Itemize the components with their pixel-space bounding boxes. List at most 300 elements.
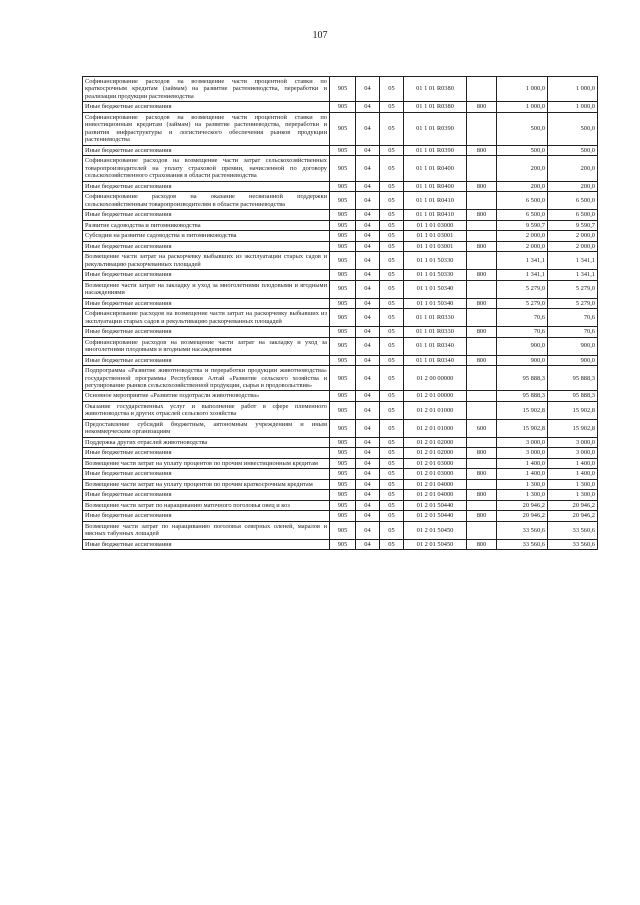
amount-year1-cell: 9 590,7 xyxy=(497,220,548,230)
expense-type-cell: 800 xyxy=(467,355,497,365)
table-row xyxy=(83,448,598,458)
subsection-code-cell: 05 xyxy=(380,500,404,510)
amount-year1-cell: 5 279,0 xyxy=(497,298,548,308)
table-row xyxy=(83,327,598,337)
target-article-cell: 01 1 01 R0380 xyxy=(404,77,467,102)
ministry-code-cell: 905 xyxy=(330,401,356,419)
subsection-code-cell: 05 xyxy=(380,419,404,437)
section-code-cell: 04 xyxy=(356,102,380,112)
ministry-code-cell: 905 xyxy=(330,280,356,298)
row-name-cell: Иные бюджетные ассигнования xyxy=(83,241,330,251)
section-code-cell: 04 xyxy=(356,280,380,298)
section-code-cell: 04 xyxy=(356,112,380,145)
row-name-cell: Поддержка других отраслей животноводства xyxy=(83,437,330,447)
subsection-code-cell: 05 xyxy=(380,156,404,181)
ministry-code-cell: 905 xyxy=(330,241,356,251)
section-code-cell: 04 xyxy=(356,192,380,210)
target-article-cell: 01 1 01 03000 xyxy=(404,220,467,230)
target-article-cell: 01 1 01 R0330 xyxy=(404,327,467,337)
amount-year2-cell: 900,0 xyxy=(548,337,598,355)
expense-type-cell xyxy=(467,231,497,241)
ministry-code-cell: 905 xyxy=(330,181,356,191)
amount-year2-cell: 1 000,0 xyxy=(548,77,598,102)
ministry-code-cell: 905 xyxy=(330,309,356,327)
section-code-cell: 04 xyxy=(356,355,380,365)
target-article-cell: 01 2 01 02000 xyxy=(404,448,467,458)
subsection-code-cell: 05 xyxy=(380,401,404,419)
expense-type-cell xyxy=(467,366,497,391)
target-article-cell: 01 2 01 03000 xyxy=(404,469,467,479)
amount-year2-cell: 900,0 xyxy=(548,355,598,365)
row-name-cell: Иные бюджетные ассигнования xyxy=(83,270,330,280)
section-code-cell: 04 xyxy=(356,479,380,489)
row-name-cell: Иные бюджетные ассигнования xyxy=(83,145,330,155)
subsection-code-cell: 05 xyxy=(380,511,404,521)
target-article-cell: 01 2 01 50450 xyxy=(404,539,467,549)
amount-year1-cell: 200,0 xyxy=(497,156,548,181)
amount-year2-cell: 15 902,8 xyxy=(548,419,598,437)
amount-year2-cell: 5 279,0 xyxy=(548,298,598,308)
expense-type-cell xyxy=(467,192,497,210)
expense-type-cell: 800 xyxy=(467,102,497,112)
table-row xyxy=(83,309,598,327)
amount-year1-cell: 33 560,6 xyxy=(497,521,548,539)
subsection-code-cell: 05 xyxy=(380,210,404,220)
ministry-code-cell: 905 xyxy=(330,102,356,112)
ministry-code-cell: 905 xyxy=(330,327,356,337)
ministry-code-cell: 905 xyxy=(330,539,356,549)
amount-year2-cell: 1 300,0 xyxy=(548,479,598,489)
table-row xyxy=(83,391,598,401)
target-article-cell: 01 1 01 R0410 xyxy=(404,210,467,220)
amount-year2-cell: 6 500,0 xyxy=(548,210,598,220)
expense-type-cell xyxy=(467,521,497,539)
row-name-cell: Софинансирование расходов на возмещение части затрат на закладку и уход за многолетними плодовыми и ягодными насаждениями xyxy=(83,337,330,355)
amount-year2-cell: 95 888,3 xyxy=(548,366,598,391)
target-article-cell: 01 1 01 R0400 xyxy=(404,156,467,181)
target-article-cell: 01 2 00 00000 xyxy=(404,366,467,391)
section-code-cell: 04 xyxy=(356,539,380,549)
expense-type-cell: 800 xyxy=(467,270,497,280)
amount-year1-cell: 5 279,0 xyxy=(497,280,548,298)
subsection-code-cell: 05 xyxy=(380,458,404,468)
row-name-cell: Иные бюджетные ассигнования xyxy=(83,298,330,308)
row-name-cell: Субсидии на развитие садоводства и питомниководства xyxy=(83,231,330,241)
subsection-code-cell: 05 xyxy=(380,391,404,401)
ministry-code-cell: 905 xyxy=(330,231,356,241)
expense-type-cell: 800 xyxy=(467,181,497,191)
target-article-cell: 01 1 01 50330 xyxy=(404,270,467,280)
section-code-cell: 04 xyxy=(356,145,380,155)
row-name-cell: Возмещение части затрат по наращиванию поголовья северных оленей, маралов и мясных табунных лошадей xyxy=(83,521,330,539)
expense-type-cell: 800 xyxy=(467,145,497,155)
expense-type-cell xyxy=(467,479,497,489)
ministry-code-cell: 905 xyxy=(330,298,356,308)
table-row xyxy=(83,241,598,251)
table-row xyxy=(83,479,598,489)
amount-year1-cell: 1 341,1 xyxy=(497,252,548,270)
target-article-cell: 01 2 01 02000 xyxy=(404,437,467,447)
row-name-cell: Подпрограмма «Развитие животноводства и переработки продукции животноводства» государственной программы Республики Алтай «Развитие сельского хозяйства и регулирование рынков сельскохозяйственной продукции, сырья и продовольствия» xyxy=(83,366,330,391)
amount-year2-cell: 1 300,0 xyxy=(548,490,598,500)
table-row xyxy=(83,181,598,191)
amount-year2-cell: 1 341,1 xyxy=(548,252,598,270)
row-name-cell: Иные бюджетные ассигнования xyxy=(83,102,330,112)
section-code-cell: 04 xyxy=(356,241,380,251)
section-code-cell: 04 xyxy=(356,327,380,337)
amount-year2-cell: 5 279,0 xyxy=(548,280,598,298)
table-row xyxy=(83,298,598,308)
ministry-code-cell: 905 xyxy=(330,437,356,447)
section-code-cell: 04 xyxy=(356,366,380,391)
subsection-code-cell: 05 xyxy=(380,521,404,539)
ministry-code-cell: 905 xyxy=(330,252,356,270)
table-row xyxy=(83,401,598,419)
target-article-cell: 01 1 01 50340 xyxy=(404,298,467,308)
amount-year1-cell: 20 946,2 xyxy=(497,511,548,521)
amount-year1-cell: 1 400,0 xyxy=(497,469,548,479)
table-row xyxy=(83,511,598,521)
section-code-cell: 04 xyxy=(356,419,380,437)
amount-year1-cell: 70,6 xyxy=(497,309,548,327)
ministry-code-cell: 905 xyxy=(330,270,356,280)
subsection-code-cell: 05 xyxy=(380,231,404,241)
subsection-code-cell: 05 xyxy=(380,220,404,230)
subsection-code-cell: 05 xyxy=(380,298,404,308)
section-code-cell: 04 xyxy=(356,231,380,241)
subsection-code-cell: 05 xyxy=(380,241,404,251)
table-row xyxy=(83,437,598,447)
target-article-cell: 01 2 01 01000 xyxy=(404,401,467,419)
section-code-cell: 04 xyxy=(356,337,380,355)
section-code-cell: 04 xyxy=(356,77,380,102)
budget-table xyxy=(82,76,598,550)
expense-type-cell xyxy=(467,500,497,510)
expense-type-cell xyxy=(467,309,497,327)
target-article-cell: 01 1 01 R0340 xyxy=(404,337,467,355)
subsection-code-cell: 05 xyxy=(380,355,404,365)
expense-type-cell: 800 xyxy=(467,210,497,220)
ministry-code-cell: 905 xyxy=(330,366,356,391)
ministry-code-cell: 905 xyxy=(330,490,356,500)
amount-year1-cell: 3 000,0 xyxy=(497,437,548,447)
amount-year1-cell: 15 902,8 xyxy=(497,419,548,437)
table-row xyxy=(83,112,598,145)
target-article-cell: 01 1 01 50340 xyxy=(404,280,467,298)
section-code-cell: 04 xyxy=(356,309,380,327)
amount-year1-cell: 3 000,0 xyxy=(497,448,548,458)
amount-year1-cell: 15 902,8 xyxy=(497,401,548,419)
amount-year2-cell: 3 000,0 xyxy=(548,448,598,458)
amount-year1-cell: 1 400,0 xyxy=(497,458,548,468)
table-row xyxy=(83,337,598,355)
table-row xyxy=(83,490,598,500)
target-article-cell: 01 1 01 R0390 xyxy=(404,112,467,145)
amount-year1-cell: 1 300,0 xyxy=(497,490,548,500)
table-row xyxy=(83,210,598,220)
amount-year1-cell: 33 560,6 xyxy=(497,539,548,549)
amount-year2-cell: 500,0 xyxy=(548,112,598,145)
section-code-cell: 04 xyxy=(356,210,380,220)
section-code-cell: 04 xyxy=(356,401,380,419)
amount-year1-cell: 200,0 xyxy=(497,181,548,191)
expense-type-cell xyxy=(467,337,497,355)
table-row xyxy=(83,539,598,549)
ministry-code-cell: 905 xyxy=(330,192,356,210)
ministry-code-cell: 905 xyxy=(330,337,356,355)
ministry-code-cell: 905 xyxy=(330,469,356,479)
amount-year1-cell: 900,0 xyxy=(497,355,548,365)
row-name-cell: Основное мероприятие «Развитие подотрасли животноводства» xyxy=(83,391,330,401)
section-code-cell: 04 xyxy=(356,252,380,270)
section-code-cell: 04 xyxy=(356,490,380,500)
ministry-code-cell: 905 xyxy=(330,355,356,365)
ministry-code-cell: 905 xyxy=(330,220,356,230)
target-article-cell: 01 1 01 R0410 xyxy=(404,192,467,210)
section-code-cell: 04 xyxy=(356,270,380,280)
row-name-cell: Софинансирование расходов на возмещение части затрат на раскорчевку выбывших из эксплуатации старых садов и рекультивацию раскорчеванных площадей xyxy=(83,309,330,327)
target-article-cell: 01 1 01 R0400 xyxy=(404,181,467,191)
amount-year2-cell: 70,6 xyxy=(548,309,598,327)
amount-year1-cell: 95 888,3 xyxy=(497,391,548,401)
table-row xyxy=(83,145,598,155)
row-name-cell: Иные бюджетные ассигнования xyxy=(83,511,330,521)
subsection-code-cell: 05 xyxy=(380,337,404,355)
section-code-cell: 04 xyxy=(356,469,380,479)
ministry-code-cell: 905 xyxy=(330,448,356,458)
expense-type-cell xyxy=(467,280,497,298)
ministry-code-cell: 905 xyxy=(330,500,356,510)
row-name-cell: Возмещение части затрат на уплату процентов по прочим инвестиционным кредитам xyxy=(83,458,330,468)
amount-year2-cell: 6 500,0 xyxy=(548,192,598,210)
amount-year1-cell: 2 000,0 xyxy=(497,241,548,251)
subsection-code-cell: 05 xyxy=(380,479,404,489)
row-name-cell: Софинансирование расходов на возмещение части процентной ставки по инвестиционным кредитам (займам) на развитие растениеводства, переработки и развития инфраструктуры и логистического обеспечения рынков продукции растениеводства xyxy=(83,112,330,145)
table-row xyxy=(83,469,598,479)
amount-year2-cell: 200,0 xyxy=(548,156,598,181)
row-name-cell: Оказание государственных услуг и выполнение работ в сфере племенного животноводства и других отраслей сельского хозяйства xyxy=(83,401,330,419)
row-name-cell: Иные бюджетные ассигнования xyxy=(83,448,330,458)
section-code-cell: 04 xyxy=(356,220,380,230)
expense-type-cell xyxy=(467,401,497,419)
section-code-cell: 04 xyxy=(356,511,380,521)
amount-year2-cell: 33 560,6 xyxy=(548,521,598,539)
amount-year2-cell: 9 590,7 xyxy=(548,220,598,230)
ministry-code-cell: 905 xyxy=(330,77,356,102)
subsection-code-cell: 05 xyxy=(380,77,404,102)
amount-year1-cell: 1 300,0 xyxy=(497,479,548,489)
table-row xyxy=(83,458,598,468)
ministry-code-cell: 905 xyxy=(330,511,356,521)
amount-year1-cell: 1 000,0 xyxy=(497,77,548,102)
target-article-cell: 01 1 01 R0390 xyxy=(404,145,467,155)
target-article-cell: 01 1 01 03001 xyxy=(404,241,467,251)
expense-type-cell xyxy=(467,220,497,230)
subsection-code-cell: 05 xyxy=(380,366,404,391)
amount-year2-cell: 2 000,0 xyxy=(548,231,598,241)
subsection-code-cell: 05 xyxy=(380,490,404,500)
ministry-code-cell: 905 xyxy=(330,145,356,155)
amount-year1-cell: 1 000,0 xyxy=(497,102,548,112)
subsection-code-cell: 05 xyxy=(380,448,404,458)
page-number: 107 xyxy=(312,30,328,41)
table-row xyxy=(83,280,598,298)
expense-type-cell: 800 xyxy=(467,539,497,549)
amount-year2-cell: 1 400,0 xyxy=(548,469,598,479)
section-code-cell: 04 xyxy=(356,181,380,191)
row-name-cell: Возмещение части затрат по наращиванию маточного поголовья овец и коз xyxy=(83,500,330,510)
subsection-code-cell: 05 xyxy=(380,309,404,327)
subsection-code-cell: 05 xyxy=(380,270,404,280)
section-code-cell: 04 xyxy=(356,156,380,181)
row-name-cell: Иные бюджетные ассигнования xyxy=(83,469,330,479)
subsection-code-cell: 05 xyxy=(380,280,404,298)
subsection-code-cell: 05 xyxy=(380,437,404,447)
expense-type-cell: 800 xyxy=(467,241,497,251)
amount-year2-cell: 33 560,6 xyxy=(548,539,598,549)
row-name-cell: Возмещение части затрат на раскорчевку выбывших из эксплуатации старых садов и рекультивацию раскорчеванных площадей xyxy=(83,252,330,270)
expense-type-cell xyxy=(467,458,497,468)
section-code-cell: 04 xyxy=(356,437,380,447)
expense-type-cell xyxy=(467,112,497,145)
table-body xyxy=(83,77,598,550)
amount-year1-cell: 900,0 xyxy=(497,337,548,355)
expense-type-cell: 800 xyxy=(467,469,497,479)
expense-type-cell: 800 xyxy=(467,448,497,458)
target-article-cell: 01 2 01 04000 xyxy=(404,479,467,489)
amount-year1-cell: 70,6 xyxy=(497,327,548,337)
subsection-code-cell: 05 xyxy=(380,145,404,155)
row-name-cell: Развитие садоводства и питомниководства xyxy=(83,220,330,230)
table-row xyxy=(83,355,598,365)
subsection-code-cell: 05 xyxy=(380,112,404,145)
amount-year2-cell: 500,0 xyxy=(548,145,598,155)
expense-type-cell: 600 xyxy=(467,419,497,437)
section-code-cell: 04 xyxy=(356,448,380,458)
amount-year2-cell: 3 000,0 xyxy=(548,437,598,447)
table-row xyxy=(83,77,598,102)
ministry-code-cell: 905 xyxy=(330,479,356,489)
amount-year2-cell: 95 888,3 xyxy=(548,391,598,401)
row-name-cell: Иные бюджетные ассигнования xyxy=(83,539,330,549)
target-article-cell: 01 1 01 R0380 xyxy=(404,102,467,112)
table-row xyxy=(83,156,598,181)
row-name-cell: Иные бюджетные ассигнования xyxy=(83,327,330,337)
section-code-cell: 04 xyxy=(356,391,380,401)
section-code-cell: 04 xyxy=(356,521,380,539)
row-name-cell: Иные бюджетные ассигнования xyxy=(83,355,330,365)
section-code-cell: 04 xyxy=(356,458,380,468)
amount-year2-cell: 15 902,8 xyxy=(548,401,598,419)
section-code-cell: 04 xyxy=(356,500,380,510)
subsection-code-cell: 05 xyxy=(380,181,404,191)
table-row xyxy=(83,102,598,112)
amount-year1-cell: 1 341,1 xyxy=(497,270,548,280)
row-name-cell: Предоставление субсидий бюджетным, автономным учреждениям и иным некоммерческим организациям xyxy=(83,419,330,437)
amount-year1-cell: 500,0 xyxy=(497,112,548,145)
ministry-code-cell: 905 xyxy=(330,156,356,181)
table-row xyxy=(83,500,598,510)
expense-type-cell xyxy=(467,252,497,270)
amount-year1-cell: 500,0 xyxy=(497,145,548,155)
expense-type-cell: 800 xyxy=(467,327,497,337)
ministry-code-cell: 905 xyxy=(330,210,356,220)
section-code-cell: 04 xyxy=(356,298,380,308)
target-article-cell: 01 1 01 R0340 xyxy=(404,355,467,365)
target-article-cell: 01 2 01 03000 xyxy=(404,458,467,468)
row-name-cell: Иные бюджетные ассигнования xyxy=(83,210,330,220)
table-row xyxy=(83,220,598,230)
target-article-cell: 01 2 01 50440 xyxy=(404,500,467,510)
amount-year2-cell: 1 400,0 xyxy=(548,458,598,468)
row-name-cell: Возмещение части затрат на уплату процентов по прочим краткосрочным кредитам xyxy=(83,479,330,489)
subsection-code-cell: 05 xyxy=(380,539,404,549)
row-name-cell: Возмещение части затрат на закладку и уход за многолетними плодовыми и ягодными насаждениями xyxy=(83,280,330,298)
target-article-cell: 01 2 01 50440 xyxy=(404,511,467,521)
row-name-cell: Софинансирование расходов на возмещение части затрат сельскохозяйственных товаропроизводителей на уплату страховой премии, начисленной по договору сельскохозяйственного страхования в области растениеводства xyxy=(83,156,330,181)
table-row xyxy=(83,521,598,539)
target-article-cell: 01 1 01 50330 xyxy=(404,252,467,270)
amount-year1-cell: 20 946,2 xyxy=(497,500,548,510)
table-row xyxy=(83,192,598,210)
subsection-code-cell: 05 xyxy=(380,252,404,270)
row-name-cell: Иные бюджетные ассигнования xyxy=(83,490,330,500)
expense-type-cell xyxy=(467,437,497,447)
table-row xyxy=(83,252,598,270)
amount-year1-cell: 95 888,3 xyxy=(497,366,548,391)
amount-year2-cell: 1 341,1 xyxy=(548,270,598,280)
ministry-code-cell: 905 xyxy=(330,521,356,539)
target-article-cell: 01 1 01 R0330 xyxy=(404,309,467,327)
target-article-cell: 01 2 01 01000 xyxy=(404,419,467,437)
amount-year1-cell: 6 500,0 xyxy=(497,210,548,220)
amount-year1-cell: 6 500,0 xyxy=(497,192,548,210)
target-article-cell: 01 2 01 04000 xyxy=(404,490,467,500)
row-name-cell: Иные бюджетные ассигнования xyxy=(83,181,330,191)
expense-type-cell: 800 xyxy=(467,298,497,308)
expense-type-cell xyxy=(467,391,497,401)
subsection-code-cell: 05 xyxy=(380,327,404,337)
subsection-code-cell: 05 xyxy=(380,192,404,210)
row-name-cell: Софинансирование расходов на возмещение части процентной ставки по краткосрочным кредитам (займам) на развитие растениеводства, переработки и реализации продукции растениеводства xyxy=(83,77,330,102)
ministry-code-cell: 905 xyxy=(330,419,356,437)
ministry-code-cell: 905 xyxy=(330,458,356,468)
target-article-cell: 01 2 01 50450 xyxy=(404,521,467,539)
amount-year1-cell: 2 000,0 xyxy=(497,231,548,241)
expense-type-cell: 800 xyxy=(467,511,497,521)
expense-type-cell xyxy=(467,156,497,181)
expense-type-cell xyxy=(467,77,497,102)
table-row xyxy=(83,419,598,437)
target-article-cell: 01 1 01 03001 xyxy=(404,231,467,241)
subsection-code-cell: 05 xyxy=(380,102,404,112)
amount-year2-cell: 20 946,2 xyxy=(548,500,598,510)
target-article-cell: 01 2 01 00000 xyxy=(404,391,467,401)
table-row xyxy=(83,231,598,241)
amount-year2-cell: 2 000,0 xyxy=(548,241,598,251)
ministry-code-cell: 905 xyxy=(330,391,356,401)
row-name-cell: Софинансирование расходов на оказание несвязанной поддержки сельскохозяйственным товаропроизводителям в области растениеводства xyxy=(83,192,330,210)
subsection-code-cell: 05 xyxy=(380,469,404,479)
amount-year2-cell: 20 946,2 xyxy=(548,511,598,521)
amount-year2-cell: 1 000,0 xyxy=(548,102,598,112)
amount-year2-cell: 200,0 xyxy=(548,181,598,191)
expense-type-cell: 800 xyxy=(467,490,497,500)
table-row xyxy=(83,270,598,280)
table-row xyxy=(83,366,598,391)
amount-year2-cell: 70,6 xyxy=(548,327,598,337)
ministry-code-cell: 905 xyxy=(330,112,356,145)
